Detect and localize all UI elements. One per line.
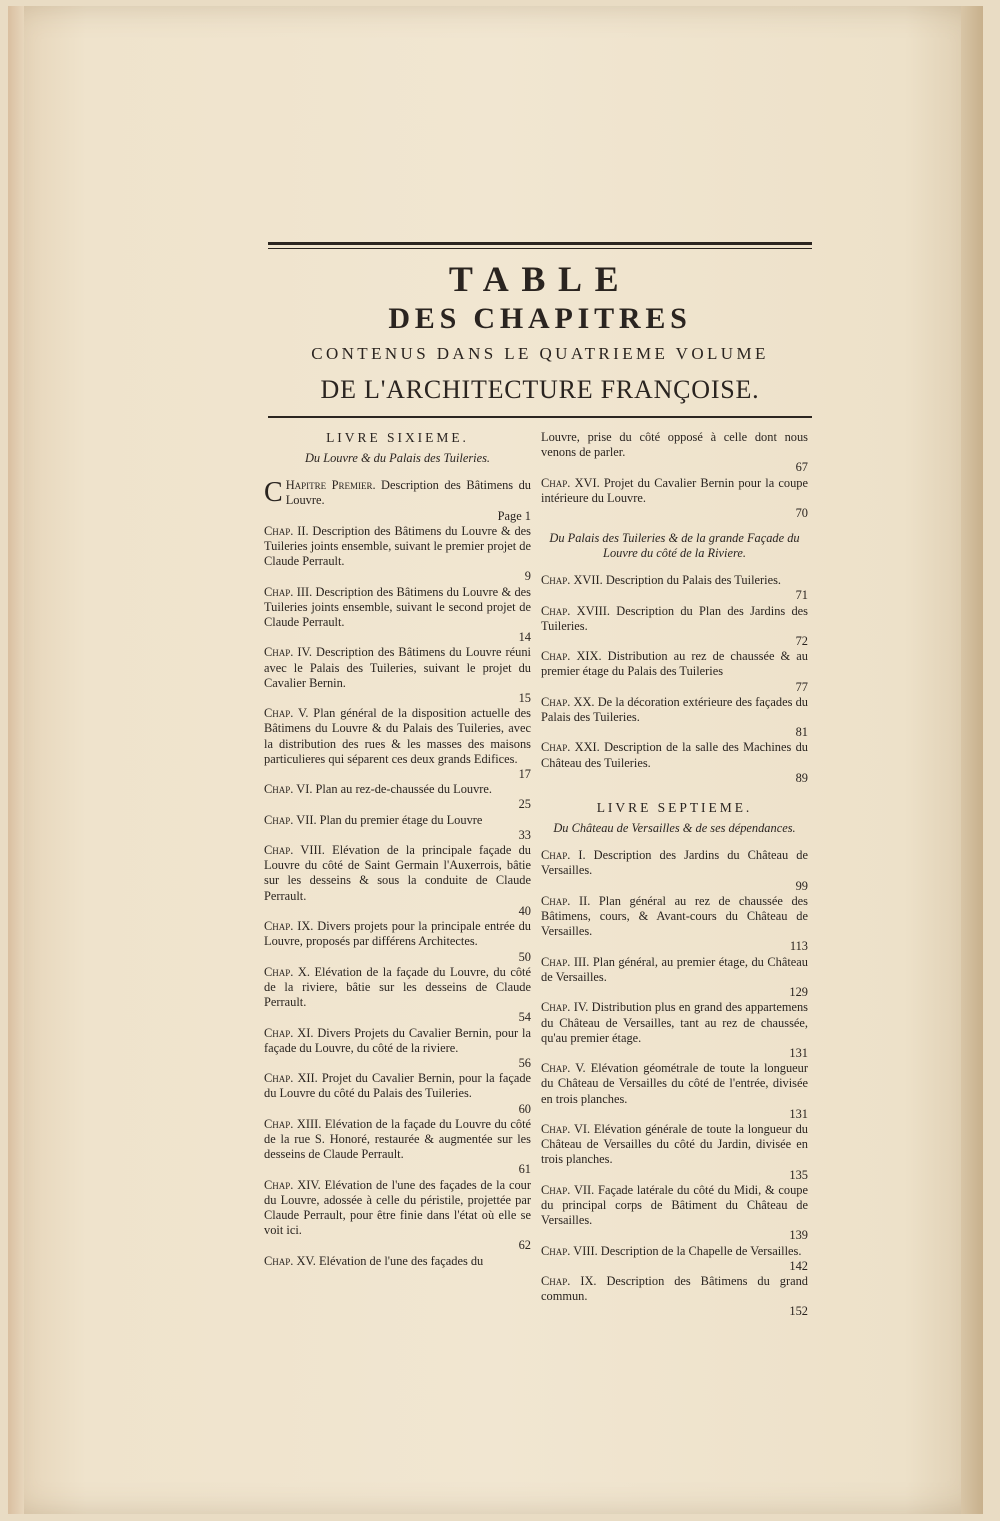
page-number: 70 [795, 506, 808, 521]
chapter-number: Chap. XVII. [541, 573, 603, 588]
chapter-number: Chap. IV. [264, 645, 312, 660]
toc-entry[interactable] [264, 1254, 531, 1269]
chapter-number: Chap. II. [541, 893, 591, 908]
chapter-title: Elévation de l'une des façades du [315, 1253, 484, 1268]
chapter-number: Chap. XXI. [541, 740, 600, 755]
chapter-number: Chap. XV. [264, 1253, 316, 1268]
left-column [264, 430, 531, 1269]
toc-entry[interactable] [264, 1117, 531, 1178]
toc-entry[interactable] [264, 919, 531, 965]
chapter-title: Plan du premier étage du Louvre [316, 812, 483, 827]
toc-entry[interactable] [541, 894, 808, 955]
chapter-number: Chap. VI. [264, 782, 313, 797]
chapter-title: Elévation géométrale de toute la longueur du Château de Versailles du côté de l'entrée, divisée en trois planches. [541, 1061, 809, 1106]
left-entries [264, 478, 531, 1269]
chapter-number: Chap. IV. [541, 1000, 589, 1015]
chapter-number: Chap. III. [541, 954, 590, 969]
entry-text: Louvre, prise du côté opposé à celle dont nous venons de parler. [541, 430, 808, 460]
livre-septieme-heading: LIVRE SEPTIEME. [596, 800, 753, 816]
toc-entry[interactable] [541, 695, 808, 741]
page-number: 81 [795, 725, 808, 740]
page-number: 14 [518, 630, 531, 645]
chapter-number: Chap. IX. [264, 919, 314, 934]
chapter-number: Chap. VI. [541, 1121, 591, 1136]
chapter-title: De la décoration extérieure des façades du Palais des Tuileries. [541, 694, 808, 725]
chapter-title: Elévation de la principale façade du Louvre du côté de Saint Germain l'Auxerrois, bâtie sur les desseins & sous la conduite de Claude Perrault. [264, 843, 532, 903]
right-entries-b [541, 573, 808, 786]
tuileries-subtitle: Du Palais des Tuileries & de la grande Façade du Louvre du côté de la Riviere. [549, 531, 800, 561]
toc-entry[interactable] [541, 848, 808, 894]
chapter-title: Elévation de la façade du Louvre du côté de la rue S. Honoré, restaurée & augmentée sur les desseins de Claude Perrault. [264, 1116, 532, 1162]
chapter-title: Description des Bâtimens du grand commun. [541, 1273, 808, 1304]
chapter-title: Plan général de la disposition actuelle des Bâtimens du Louvre & du Palais des Tuileries, avec la distribution des rues & les masses des maisons particulieres qui séparent ces deux grands Edifices. [264, 706, 531, 766]
title-table: TABLE [448, 259, 632, 299]
chapter-title: Projet du Cavalier Bernin pour la coupe intérieure du Louvre. [541, 475, 808, 505]
chapter-title: Divers projets pour la principale entrée du Louvre, proposés par différens Architectes. [264, 919, 531, 949]
toc-entry[interactable] [264, 1071, 531, 1117]
chapter-number: Chap. XIX. [541, 649, 602, 664]
chapter-title: Description des Jardins du Château de Versailles. [541, 848, 808, 878]
chapter-title: Elévation de l'une des façades de la cour du Louvre, adossée à celle du péristile, projettée par Claude Perrault, pour être finie dans l'état où elle se voit ici. [264, 1177, 531, 1238]
page-number: 77 [795, 679, 808, 694]
chapter-number: Chap. XIII. [264, 1116, 322, 1131]
chapter-title: Description des Bâtimens du Louvre & des Tuileries joints ensemble, suivant le premier projet de Claude Perrault. [264, 523, 531, 569]
chapter-number: Chap. V. [264, 706, 309, 721]
chapter-title: Façade latérale du côté du Midi, & coupe du principal corps de Bâtiment du Château de Versailles. [541, 1182, 809, 1228]
toc-entry[interactable] [541, 1000, 808, 1061]
page-number: 135 [789, 1167, 808, 1182]
page-number: 129 [789, 985, 808, 1000]
page-number: 113 [789, 939, 808, 954]
toc-entry[interactable] [264, 478, 531, 524]
chapter-number: Chap. VIII. [541, 1243, 598, 1258]
right-entries-c [541, 848, 808, 1319]
chapter-title: Plan général, au premier étage, du Château de Versailles. [541, 954, 808, 984]
chapter-title: Description des Bâtimens du Louvre. [285, 478, 531, 508]
page-number: 89 [795, 770, 808, 785]
toc-entry[interactable] [541, 740, 808, 786]
chapter-title: Description des Bâtimens du Louvre réuni avec le Palais des Tuileries, suivant le projet du Cavalier Bernin. [264, 645, 531, 690]
chapter-number: Chap. XVI. [541, 475, 600, 490]
page-number: 50 [518, 949, 531, 964]
toc-entry[interactable] [264, 782, 531, 812]
chapter-title: Distribution au rez de chaussée & au premier étage du Palais des Tuileries [541, 649, 808, 679]
toc-entry[interactable] [541, 573, 808, 603]
toc-entry[interactable] [541, 1244, 808, 1274]
chapter-title: Description du Plan des Jardins des Tuileries. [541, 603, 808, 633]
title-architecture: DE L'ARCHITECTURE FRANÇOISE. [320, 375, 760, 404]
drop-cap: C [264, 477, 283, 509]
toc-entry[interactable] [264, 843, 531, 919]
livre-sixieme-heading: LIVRE SIXIEME. [326, 430, 469, 445]
page-edge [8, 6, 24, 1514]
toc-entry[interactable] [264, 706, 531, 782]
chapter-title: Elévation générale de toute la longueur du Château de Versailles du côté du Jardin, divisée en trois planches. [541, 1121, 808, 1167]
chapter-number: Chap. I. [541, 848, 586, 863]
page-number: 33 [518, 827, 531, 842]
toc-entry[interactable] [264, 1178, 531, 1254]
page-number: 56 [518, 1055, 531, 1070]
page-number: 61 [518, 1162, 531, 1177]
page-number: Page 1 [497, 508, 531, 523]
toc-entry[interactable] [264, 524, 531, 585]
page-number: 40 [518, 903, 531, 918]
toc-entry[interactable] [541, 649, 808, 695]
toc-entry[interactable] [264, 585, 531, 646]
toc-entry[interactable] [264, 1026, 531, 1072]
chapter-number: Chap. X. [264, 964, 310, 979]
chapter-number: Chap. VIII. [264, 843, 325, 858]
title-contenus: CONTENUS DANS LE QUATRIEME VOLUME [311, 344, 769, 363]
chapter-number: Chap. III. [264, 584, 313, 599]
toc-entry[interactable] [541, 955, 808, 1001]
chapter-number: Chap. V. [541, 1061, 586, 1076]
chapter-title: Plan au rez-de-chaussée du Louvre. [312, 782, 493, 797]
chapter-number: Chap. IX. [541, 1273, 597, 1288]
header-rule-top-thin [268, 248, 812, 249]
chapter-title: Elévation de la façade du Louvre, du côté de la riviere, bâtie sur les desseins de Claude Perrault. [264, 964, 531, 1010]
page-number: 60 [518, 1101, 531, 1116]
page-number: 25 [518, 797, 531, 812]
toc-entry[interactable] [264, 645, 531, 706]
right-column [541, 430, 808, 1320]
toc-entry[interactable] [541, 476, 808, 522]
page-number: 131 [789, 1045, 808, 1060]
page-number: 15 [518, 691, 531, 706]
chapter-number: Hapitre Premier. [285, 478, 376, 493]
toc-entry[interactable] [264, 813, 531, 843]
page-number: 72 [795, 634, 808, 649]
toc-entry[interactable] [541, 1274, 808, 1320]
page-number: 139 [789, 1228, 808, 1243]
entry-page: 67 [795, 460, 808, 475]
chapter-number: Chap. XIV. [264, 1177, 321, 1192]
chapter-number: Chap. VII. [264, 812, 317, 827]
page-number: 62 [518, 1238, 531, 1253]
chapter-number: Chap. XI. [264, 1025, 314, 1040]
book-spine [961, 6, 983, 1514]
chapter-number: Chap. II. [264, 523, 309, 538]
page-number: 9 [524, 569, 531, 584]
page-number: 71 [795, 588, 808, 603]
continuation-entry[interactable] [541, 430, 808, 476]
chapter-number: Chap. XX. [541, 694, 595, 709]
chapter-title: Description des Bâtimens du Louvre & des Tuileries joints ensemble, suivant le second projet de Claude Perrault. [264, 584, 531, 630]
chapter-title: Projet du Cavalier Bernin, pour la façade du Louvre du côté du Palais des Tuileries. [264, 1071, 532, 1101]
page-number: 152 [789, 1304, 808, 1319]
page-number: 17 [518, 767, 531, 782]
page-number: 142 [789, 1258, 808, 1273]
page-number: 54 [518, 1010, 531, 1025]
title-chapitres: DES CHAPITRES [388, 302, 692, 335]
versailles-subtitle: Du Château de Versailles & de ses dépendances. [553, 821, 796, 836]
header-rule-top [268, 242, 812, 245]
chapter-number: Chap. VII. [541, 1182, 595, 1197]
chapter-number: Chap. XII. [264, 1071, 318, 1086]
chapter-number: Chap. XVIII. [541, 603, 611, 618]
toc-entry[interactable] [541, 1122, 808, 1183]
header-rule-bottom [268, 416, 812, 418]
toc-entry[interactable] [264, 965, 531, 1026]
chapter-title: Plan général au rez de chaussée des Bâtimens, cours, & Avant-cours du Château de Versailles. [541, 893, 808, 939]
chapter-title: Description de la Chapelle de Versailles. [597, 1243, 802, 1258]
right-entries-a [541, 476, 808, 522]
louvre-subtitle: Du Louvre & du Palais des Tuileries. [304, 451, 491, 466]
page-number: 131 [789, 1106, 808, 1121]
chapter-title: Divers Projets du Cavalier Bernin, pour la façade du Louvre, du côté de la riviere. [264, 1025, 531, 1055]
chapter-title: Description de la salle des Machines du Château des Tuileries. [541, 740, 808, 770]
page-number: 99 [795, 878, 808, 893]
toc-entry[interactable] [541, 1183, 808, 1244]
chapter-title: Distribution plus en grand des appartemens du Château de Versailles, tant au rez de chaussée, qu'au premier étage. [541, 1000, 808, 1045]
chapter-title: Description du Palais des Tuileries. [602, 573, 781, 588]
toc-entry[interactable] [541, 604, 808, 650]
toc-entry[interactable] [541, 1061, 808, 1122]
